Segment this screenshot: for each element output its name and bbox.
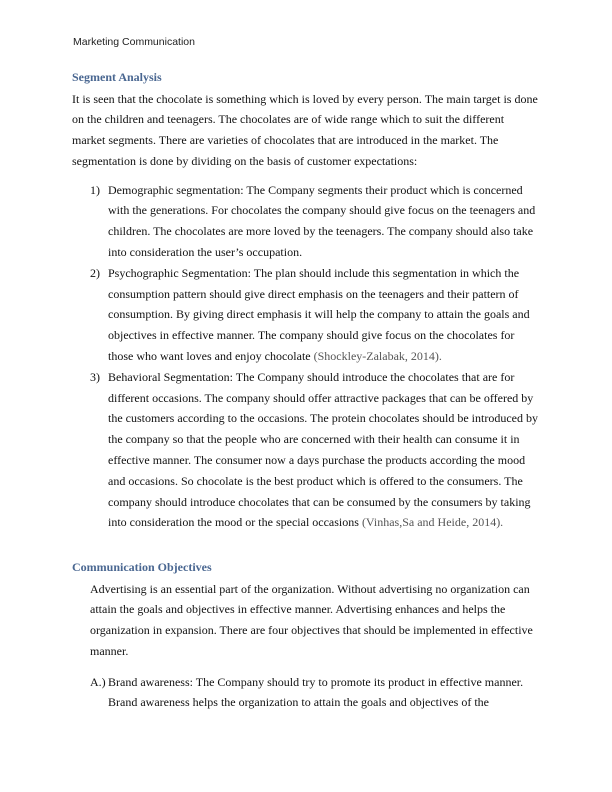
list-item-line: Brand awareness: The Company should try to promote its product in effective manner. <box>108 674 524 689</box>
list-item-line <box>108 512 503 533</box>
line-text: into consideration the user’s occupation. <box>108 244 303 259</box>
list-item-line <box>108 304 530 325</box>
paragraph-line: It is seen that the chocolate is something which is loved by every person. The main target is done <box>72 91 538 106</box>
line-text: different occasions. The company should offer attractive packages that can be offered by <box>108 390 534 405</box>
page-header: Marketing Communication <box>73 36 195 48</box>
line-text: effective manner. The consumer now a days purchase the products according the mood <box>108 452 526 467</box>
line-text: consumption pattern should give direct emphasis on the teenagers and their pattern of <box>108 286 519 301</box>
list-item-line <box>108 284 519 305</box>
list-item-line <box>108 325 514 346</box>
list-marker: 3) <box>90 369 100 384</box>
citation: (Vinhas,Sa and Heide, 2014). <box>361 515 504 530</box>
list-item-line <box>108 367 514 388</box>
list-marker: A.) <box>90 674 106 689</box>
line-text: and occasions. So chocolate is the best product which is offered to the consumers. The <box>108 473 523 488</box>
list-item-line <box>108 408 538 429</box>
line-text: company should introduce chocolates that can be consumed by the consumers by taking <box>108 494 531 509</box>
paragraph-line: manner. <box>90 643 129 658</box>
list-item-line: Brand awareness helps the organization to attain the goals and objectives of the <box>108 695 489 710</box>
paragraph-line: segmentation is done by dividing on the basis of customer expectations: <box>72 153 418 168</box>
list-item-line <box>108 221 533 242</box>
paragraph-line: Advertising is an essential part of the organization. Without advertising no organization can <box>90 581 530 596</box>
list-item-line <box>108 180 523 201</box>
line-text: the company so that the people who are concerned with their health can consume it in <box>108 432 520 447</box>
list-item-line <box>108 242 302 263</box>
paragraph-line: on the children and teenagers. The chocolates are of wide range which to suit the different <box>72 112 505 127</box>
list-item-line <box>108 388 533 409</box>
list-item-line <box>108 200 535 221</box>
line-text: the customers according to the occasions. The protein chocolates should be introduced by <box>108 411 538 426</box>
line-text: with the generations. For chocolates the company should give focus on the teenagers and <box>108 203 536 218</box>
section-heading: Communication Objectives <box>72 560 212 574</box>
list-item-line <box>108 471 523 492</box>
line-text: children. The chocolates are more loved by the teenagers. The company should also take <box>108 224 534 239</box>
list-item-line <box>108 429 520 450</box>
line-text: into consideration the mood or the special occasions <box>108 515 362 530</box>
line-text: consumption. By giving direct emphasis it will help the company to attain the goals and <box>108 307 530 322</box>
citation: (Shockley-Zalabak, 2014). <box>313 348 442 363</box>
paragraph-line: market segments. There are varieties of chocolates that are introduced in the market. The <box>72 133 499 148</box>
list-item-line <box>108 492 531 513</box>
list-item-line <box>108 450 525 471</box>
list-item-line <box>108 263 519 284</box>
paragraph-line: attain the goals and objectives in effective manner. Advertising enhances and helps the <box>90 602 506 617</box>
list-marker: 2) <box>90 265 100 280</box>
line-text: Psychographic Segmentation: The plan should include this segmentation in which the <box>108 265 520 280</box>
line-text: objectives in effective manner. The company should give focus on the chocolates for <box>108 328 515 343</box>
line-text: Demographic segmentation: The Company segments their product which is concerned <box>108 182 523 197</box>
paragraph-line: organization in expansion. There are four objectives that should be implemented in effective <box>90 623 533 638</box>
list-marker: 1) <box>90 182 100 197</box>
section-heading: Segment Analysis <box>72 70 162 84</box>
list-item-line <box>108 346 442 367</box>
line-text: Behavioral Segmentation: The Company should introduce the chocolates that are for <box>108 369 515 384</box>
line-text: those who want loves and enjoy chocolate <box>108 348 314 363</box>
